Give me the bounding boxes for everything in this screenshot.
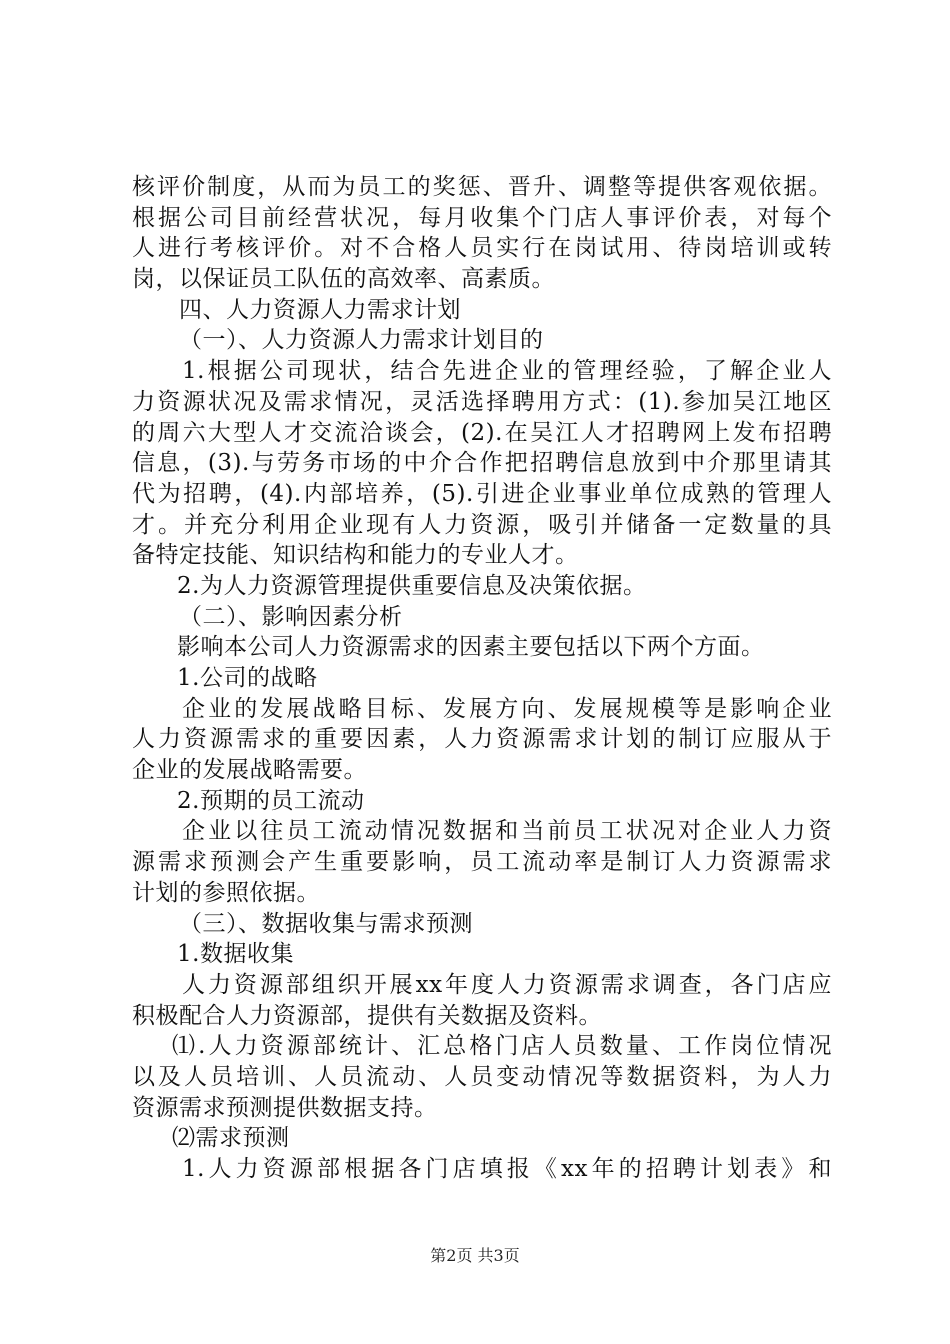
text-line: 人进行考核评价。对不合格人员实行在岗试用、待岗培训或转 [132, 235, 832, 262]
text-line: 四、人力资源人力需求计划 [179, 296, 461, 323]
text-line: 的周六大型人才交流洽谈会，(2).在吴江人才招聘网上发布招聘 [132, 419, 832, 446]
text-line: 1.数据收集 [177, 941, 294, 968]
text-line: （三）、数据收集与需求预测 [179, 910, 473, 937]
text-line: 计划的参照依据。 [132, 879, 320, 906]
page-footer: 第2页 共3页 [430, 1246, 520, 1265]
text-line: （二）、影响因素分析 [179, 603, 403, 630]
text-line: （一）、人力资源人力需求计划目的 [179, 327, 544, 354]
text-line: 信息，(3).与劳务市场的中介合作把招聘信息放到中介那里请其 [132, 450, 832, 477]
text-line: 企业以往员工流动情况数据和当前员工状况对企业人力资 [182, 818, 832, 845]
text-line: 企业的发展战略目标、发展方向、发展规模等是影响企业 [182, 695, 832, 722]
text-line: 资源需求预测提供数据支持。 [132, 1094, 438, 1121]
text-line: 岗，以保证员工队伍的高效率、高素质。 [132, 266, 555, 293]
text-line: 才。并充分利用企业现有人力资源，吸引并储备一定数量的具 [132, 511, 832, 538]
text-line: 源需求预测会产生重要影响，员工流动率是制订人力资源需求 [132, 849, 832, 876]
text-line: ⑵需求预测 [172, 1125, 290, 1152]
text-line: 2.预期的员工流动 [177, 787, 365, 814]
text-line: 以及人员培训、人员流动、人员变动情况等数据资料，为人力 [132, 1063, 832, 1090]
text-line: 积极配合人力资源部，提供有关数据及资料。 [132, 1002, 602, 1029]
text-line: 代为招聘，(4).内部培养，(5).引进企业事业单位成熟的管理人 [132, 480, 832, 507]
text-line: 企业的发展战略需要。 [132, 757, 367, 784]
text-line: 1.根据公司现状，结合先进企业的管理经验，了解企业人 [182, 358, 832, 385]
text-line: 力资源状况及需求情况，灵活选择聘用方式：(1).参加吴江地区 [132, 388, 832, 415]
text-line: 根据公司目前经营状况，每月收集个门店人事评价表，对每个 [132, 204, 832, 231]
document-body [132, 172, 832, 1185]
text-line: 核评价制度，从而为员工的奖惩、晋升、调整等提供客观依据。 [132, 174, 832, 200]
text-line: 备特定技能、知识结构和能力的专业人才。 [132, 542, 579, 569]
text-line: 影响本公司人力资源需求的因素主要包括以下两个方面。 [177, 634, 765, 661]
text-line: 人力资源需求的重要因素，人力资源需求计划的制订应服从于 [132, 726, 832, 753]
text-line: 1.人力资源部根据各门店填报《xx年的招聘计划表》和 [182, 1156, 832, 1182]
text-line: 1.公司的战略 [177, 665, 318, 691]
text-line: ⑴.人力资源部统计、汇总格门店人员数量、工作岗位情况 [172, 1033, 832, 1060]
text-line: 2.为人力资源管理提供重要信息及决策依据。 [177, 572, 647, 599]
text-line: 人力资源部组织开展xx年度人力资源需求调查，各门店应 [182, 971, 832, 998]
